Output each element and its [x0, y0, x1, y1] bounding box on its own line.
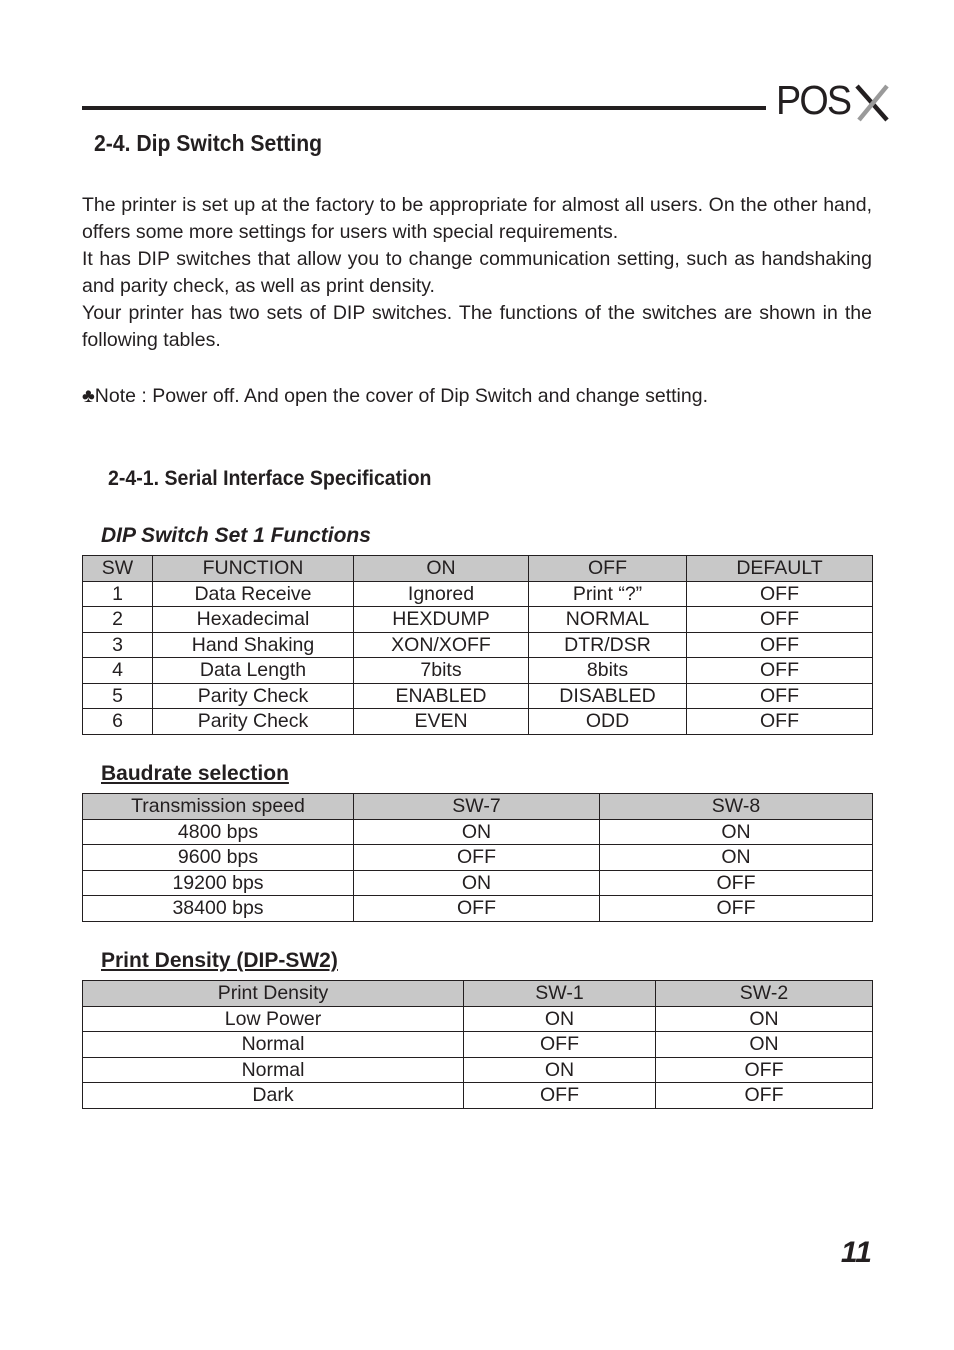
table-cell: OFF [687, 658, 873, 684]
table-header-row [83, 556, 873, 582]
table-cell: ON [464, 1006, 656, 1032]
intro-paragraph: It has DIP switches that allow you to change communication setting, such as handshaking and parity check, as well as print density. [82, 248, 872, 297]
page-number: 11 [840, 1236, 872, 1269]
section-title: 2-4. Dip Switch Setting [94, 130, 323, 156]
header-cell: ON [354, 556, 529, 582]
header-cell: SW-2 [656, 981, 873, 1007]
table-row [83, 896, 873, 922]
table-cell: OFF [600, 896, 873, 922]
header-cell: Transmission speed [83, 794, 354, 820]
header-cell: FUNCTION [153, 556, 354, 582]
table-cell: OFF [600, 870, 873, 896]
table-row [83, 658, 873, 684]
table-cell: 7bits [354, 658, 529, 684]
table-cell: OFF [354, 896, 600, 922]
table-row [83, 709, 873, 735]
table-cell: 1 [83, 581, 153, 607]
header-cell: SW-7 [354, 794, 600, 820]
logo-text: POS [776, 77, 851, 123]
table-cell: EVEN [354, 709, 529, 735]
table-cell: Ignored [354, 581, 529, 607]
table-cell: ODD [529, 709, 687, 735]
table-cell: OFF [687, 581, 873, 607]
table-row [83, 607, 873, 633]
baudrate-caption: Baudrate selection [101, 762, 289, 785]
dip-set1-caption: DIP Switch Set 1 Functions [101, 524, 371, 547]
table-row [83, 1006, 873, 1032]
table-cell: 9600 bps [83, 845, 354, 871]
intro-text [82, 192, 872, 354]
header-rule [82, 106, 766, 110]
intro-paragraph: The printer is set up at the factory to be appropriate for almost all users. On the other hand, offers some more settings for users with special requirements. [82, 194, 872, 243]
table-cell: OFF [656, 1057, 873, 1083]
note-text: ♣Note : Power off. And open the cover of Dip Switch and change setting. [82, 385, 708, 407]
table-row [83, 683, 873, 709]
posx-logo [776, 78, 893, 122]
table-cell: Parity Check [153, 709, 354, 735]
table-cell: OFF [687, 709, 873, 735]
table-cell: Hexadecimal [153, 607, 354, 633]
table-cell: ON [354, 819, 600, 845]
table-cell: Normal [83, 1032, 464, 1058]
header-cell: SW-1 [464, 981, 656, 1007]
header-cell: Print Density [83, 981, 464, 1007]
table-cell: Data Length [153, 658, 354, 684]
table-row [83, 845, 873, 871]
table-cell: Low Power [83, 1006, 464, 1032]
table-cell: OFF [354, 845, 600, 871]
table-cell: ON [600, 845, 873, 871]
table-cell: ON [656, 1006, 873, 1032]
table-cell: Data Receive [153, 581, 354, 607]
table-row [83, 632, 873, 658]
density-caption: Print Density (DIP-SW2) [101, 949, 338, 972]
table-header-row [83, 981, 873, 1007]
table-cell: 4800 bps [83, 819, 354, 845]
table-cell: NORMAL [529, 607, 687, 633]
table-cell: Parity Check [153, 683, 354, 709]
table-cell: ON [656, 1032, 873, 1058]
table-cell: 38400 bps [83, 896, 354, 922]
table-cell: 5 [83, 683, 153, 709]
table-row [83, 1032, 873, 1058]
table-cell: 6 [83, 709, 153, 735]
table-cell: OFF [464, 1032, 656, 1058]
table-cell: 3 [83, 632, 153, 658]
table-cell: ON [354, 870, 600, 896]
header-cell: SW-8 [600, 794, 873, 820]
table-cell: DISABLED [529, 683, 687, 709]
table-cell: OFF [464, 1083, 656, 1109]
table-row [83, 581, 873, 607]
logo-x-mark [853, 78, 893, 122]
density-table [82, 980, 873, 1109]
table-cell: OFF [687, 632, 873, 658]
table-row [83, 819, 873, 845]
table-cell: XON/XOFF [354, 632, 529, 658]
table-cell: ENABLED [354, 683, 529, 709]
table-cell: Print “?” [529, 581, 687, 607]
table-cell: Dark [83, 1083, 464, 1109]
table-row [83, 870, 873, 896]
table-cell: DTR/DSR [529, 632, 687, 658]
table-cell: 2 [83, 607, 153, 633]
header-cell: DEFAULT [687, 556, 873, 582]
table-cell: HEXDUMP [354, 607, 529, 633]
table-cell: Hand Shaking [153, 632, 354, 658]
subsection-title: 2-4-1. Serial Interface Specification [108, 467, 432, 490]
table-header-row [83, 794, 873, 820]
baudrate-table [82, 793, 873, 922]
header-cell: SW [83, 556, 153, 582]
table-cell: 4 [83, 658, 153, 684]
header-cell: OFF [529, 556, 687, 582]
intro-paragraph: Your printer has two sets of DIP switches. The functions of the switches are shown in the following tables. [82, 302, 872, 351]
table-cell: 8bits [529, 658, 687, 684]
table-cell: OFF [656, 1083, 873, 1109]
table-cell: ON [464, 1057, 656, 1083]
table-cell: OFF [687, 607, 873, 633]
table-cell: OFF [687, 683, 873, 709]
dip-set1-table [82, 555, 873, 735]
table-row [83, 1057, 873, 1083]
table-cell: 19200 bps [83, 870, 354, 896]
table-cell: Normal [83, 1057, 464, 1083]
table-row [83, 1083, 873, 1109]
table-cell: ON [600, 819, 873, 845]
